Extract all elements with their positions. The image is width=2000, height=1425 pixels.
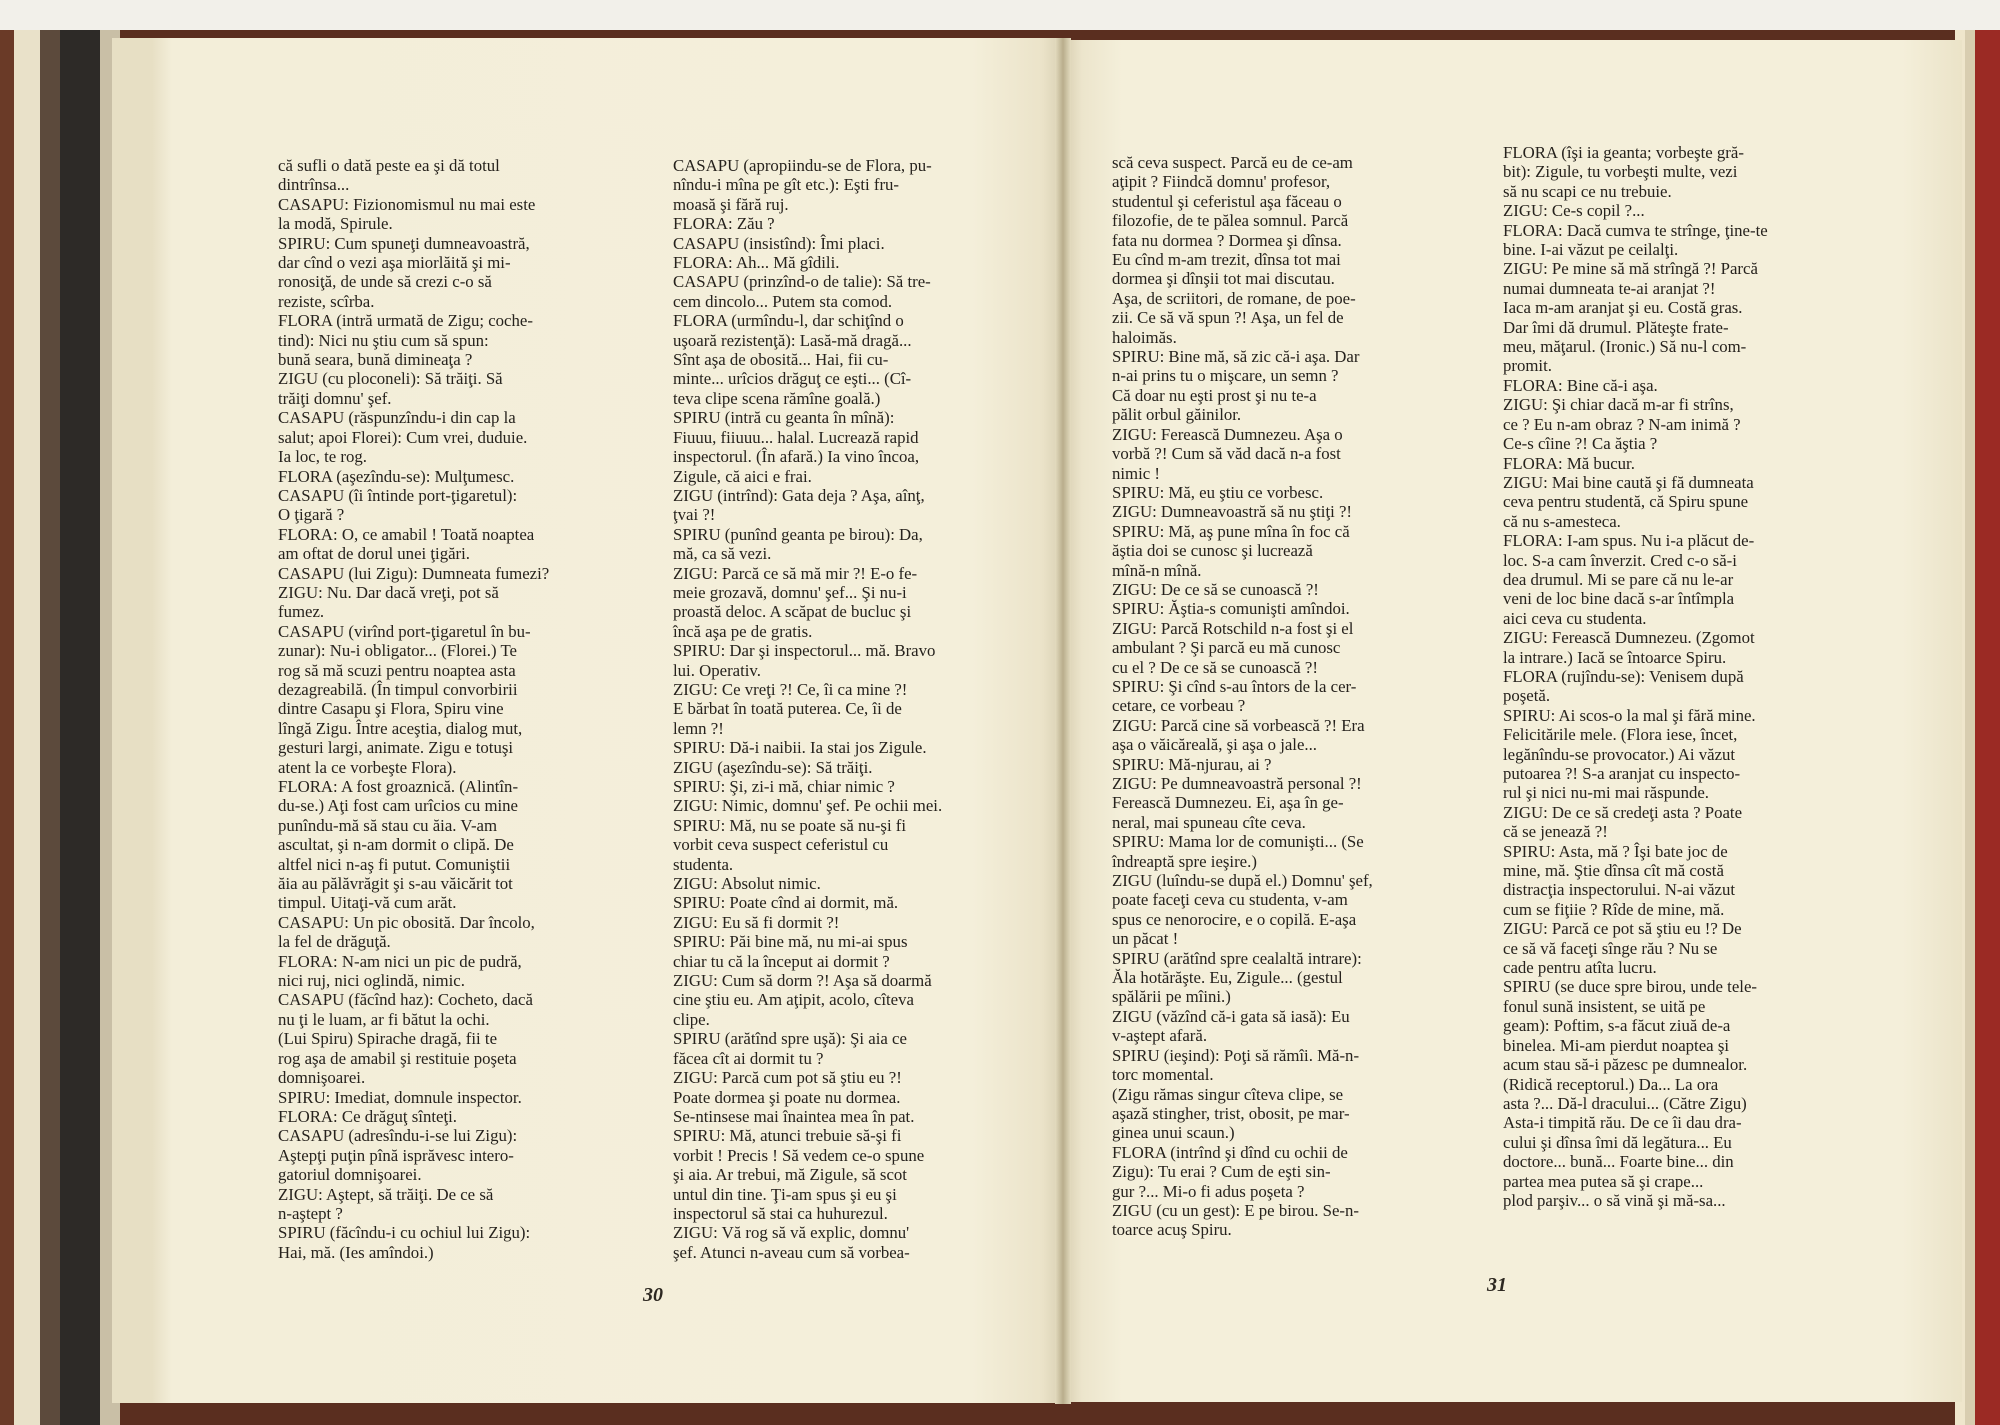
- text-line: nici ruj, nici oglindă, nimic.: [278, 971, 465, 991]
- text-line: ZIGU: Ce-s copil ?...: [1503, 201, 1645, 221]
- text-line: ZIGU: Pe mine să mă strîngă ?! Parcă: [1503, 259, 1758, 279]
- text-line: Fiuuu, fiiuuu... halal. Lucrează rapid: [673, 427, 919, 447]
- text-line: SPIRU: Cum spuneţi dumneavoastră,: [278, 233, 530, 253]
- text-line: SPIRU: Asta, mă ? Îşi bate joc de: [1503, 841, 1728, 861]
- text-line: CASAPU (răspunzîndu-i din cap la: [278, 408, 516, 428]
- text-line: la intrare.) Iacă se întoarce Spiru.: [1503, 647, 1727, 667]
- text-line: SPIRU: Mă, nu se poate să nu-şi fi: [673, 815, 907, 835]
- text-line: punîndu-mă să stau cu ăia. V-am: [278, 815, 498, 835]
- text-line: FLORA: Dacă cumva te strînge, ţine-te: [1503, 220, 1768, 240]
- text-line: altfel nici n-aş fi putut. Comuniştii: [278, 854, 511, 874]
- text-line: clipe.: [673, 1009, 710, 1029]
- text-line: dintrînsa...: [278, 175, 350, 195]
- text-line: pălit orbul găinilor.: [1112, 405, 1242, 425]
- text-line: gesturi largi, animate. Zigu e totuşi: [278, 738, 514, 758]
- text-line: SPIRU (ieşind): Poţi să rămîi. Mă-n-: [1112, 1045, 1360, 1065]
- text-line: SPIRU: Mă, eu ştiu ce vorbesc.: [1112, 482, 1324, 502]
- text-line: E bărbat în toată puterea. Ce, îi de: [673, 699, 902, 719]
- text-line: promit.: [1503, 356, 1552, 376]
- text-line: SPIRU: Păi bine mă, nu mi-ai spus: [673, 932, 908, 952]
- text-line: SPIRU (arătînd spre uşă): Şi aia ce: [673, 1029, 907, 1049]
- text-line: ţvai ?!: [673, 505, 716, 525]
- text-line: făcea cît ai dormit tu ?: [673, 1048, 824, 1068]
- text-line: ăia au pălăvrăgit şi s-au văicărit tot: [278, 874, 513, 894]
- text-line: partea mea putea să şi crape...: [1503, 1171, 1704, 1191]
- text-line: domnişoarei.: [278, 1068, 366, 1088]
- text-line: FLORA: Zău ?: [673, 214, 775, 234]
- text-line: ZIGU (cu un gest): E pe birou. Se-n-: [1112, 1200, 1359, 1220]
- text-line: ZIGU: Nimic, domnu' şef. Pe ochii mei.: [673, 796, 943, 816]
- text-line: ZIGU: Ferească Dumnezeu. Aşa o: [1112, 424, 1343, 444]
- text-line: O ţigară ?: [278, 505, 345, 525]
- text-line: vorbit ceva suspect ceferistul cu: [673, 835, 889, 855]
- text-line: CASAPU (prinzînd-o de talie): Să tre-: [673, 272, 931, 292]
- text-line: ăştia doi se cunosc şi lucrează: [1112, 541, 1313, 561]
- text-line: CASAPU (adresîndu-i-se lui Zigu):: [278, 1126, 518, 1146]
- text-column-4: [1503, 143, 1845, 1210]
- text-line: ZIGU: Dumneavoastră să nu ştiţi ?!: [1112, 502, 1353, 522]
- text-column-1: [278, 156, 618, 1262]
- text-line: FLORA: Ce drăguţ sînteţi.: [278, 1106, 457, 1126]
- text-line: dezagreabilă. (În timpul convorbirii: [278, 679, 518, 699]
- text-line: ce ? Eu n-am obraz ? N-am inimă ?: [1503, 414, 1741, 434]
- text-line: cine ştiu eu. Am aţipit, acolo, cîteva: [673, 990, 914, 1010]
- text-line: spălării pe mîini.): [1112, 987, 1231, 1007]
- text-line: dea drumul. Mi se pare că nu le-ar: [1503, 569, 1734, 589]
- text-line: ZIGU: De ce să se cunoască ?!: [1112, 579, 1319, 599]
- text-line: dar cînd o vezi aşa miorlăită şi mi-: [278, 253, 511, 273]
- text-line: un păcat !: [1112, 929, 1179, 949]
- text-line: mă, ca să vezi.: [673, 544, 772, 564]
- text-line: ZIGU: Eu să fi dormit ?!: [673, 912, 840, 932]
- text-line: FLORA: A fost groaznică. (Alintîn-: [278, 777, 519, 796]
- text-line: FLORA: Ah... Mă gîdili.: [673, 253, 840, 273]
- text-line: tind): Nici nu ştiu cum să spun:: [278, 330, 489, 350]
- text-line: FLORA (intrînd şi dînd cu ochii de: [1112, 1142, 1348, 1162]
- text-line: CASAPU: Fizionomismul nu mai este: [278, 194, 536, 214]
- background-strip: [0, 0, 2000, 30]
- text-line: Ăla hotărăşte. Eu, Zigule... (gestul: [1112, 968, 1343, 988]
- text-line: ZIGU: Nu. Dar dacă vreţi, pot să: [278, 582, 499, 602]
- text-line: CASAPU (virînd port-ţigaretul în bu-: [278, 621, 531, 641]
- text-line: cade pentru atîta lucru.: [1503, 958, 1657, 978]
- text-line: cului şi dînsa îmi dă legătura... Eu: [1503, 1132, 1732, 1152]
- text-line: să nu scapi ce nu trebuie.: [1503, 181, 1672, 201]
- text-line: filozofie, de te pălea somnul. Parcă: [1112, 211, 1349, 231]
- text-line: studentul şi ceferistul aşa făceau o: [1112, 191, 1342, 211]
- text-line: meu, măţarul. (Ironic.) Să nu-l com-: [1503, 337, 1747, 357]
- text-line: chiar tu că la început ai dormit ?: [673, 951, 890, 971]
- text-line: SPIRU: Şi cînd s-au întors de la cer-: [1112, 676, 1357, 696]
- text-line: Ia loc, te rog.: [278, 447, 367, 467]
- text-line: ZIGU: Vă rog să vă explic, domnu': [673, 1223, 910, 1243]
- text-line: FLORA (aşezîndu-se): Mulţumesc.: [278, 466, 515, 486]
- text-line: îndreaptă spre ieşire.): [1112, 851, 1257, 871]
- text-line: neral, mai spuneau cîte ceva.: [1112, 812, 1306, 832]
- text-line: bună seara, bună dimineaţa ?: [278, 350, 473, 370]
- text-line: SPIRU: Poate cînd ai dormit, mă.: [673, 893, 899, 913]
- text-line: studenta.: [673, 854, 734, 874]
- text-line: uşoară rezistenţă): Lasă-mă dragă...: [673, 330, 912, 350]
- text-line: Poate dormea şi poate nu dormea.: [673, 1087, 901, 1107]
- text-line: haloimăs.: [1112, 327, 1177, 347]
- text-line: poate faceţi ceva cu studenta, v-am: [1112, 890, 1348, 910]
- text-line: ZIGU: Ce vreţi ?! Ce, îi ca mine ?!: [673, 679, 908, 699]
- text-line: Ferească Dumnezeu. Ei, aşa în ge-: [1112, 793, 1344, 813]
- text-line: CASAPU (îi întinde port-ţigaretul):: [278, 485, 518, 505]
- text-line: Zigule, că aici e frai.: [673, 466, 812, 486]
- text-line: Iaca m-am aranjat şi eu. Costă gras.: [1503, 298, 1743, 318]
- text-line: SPIRU (se duce spre birou, unde tele-: [1503, 977, 1757, 997]
- text-line: Felicitările mele. (Flora iese, încet,: [1503, 725, 1738, 745]
- text-line: fumez.: [278, 602, 325, 622]
- text-line: SPIRU: Dă-i naibii. Ia stai jos Zigule.: [673, 738, 927, 758]
- text-line: (Lui Spiru) Spirache dragă, fii te: [278, 1029, 498, 1049]
- text-line: FLORA: I-am spus. Nu i-a plăcut de-: [1503, 531, 1755, 551]
- text-line: minte... urîcios drăguţ ce eşti... (Cî-: [673, 369, 912, 389]
- text-line: şef. Atunci n-aveau cum să vorbea-: [673, 1242, 910, 1262]
- text-line: că nu s-amesteca.: [1503, 511, 1621, 531]
- text-line: ginea unui scaun.): [1112, 1123, 1235, 1143]
- text-line: ZIGU: Parcă ce pot să ştiu eu !? De: [1503, 919, 1742, 939]
- text-line: FLORA: O, ce amabil ! Toată noaptea: [278, 524, 535, 544]
- text-line: ZIGU (cu ploconeli): Să trăiţi. Să: [278, 369, 503, 389]
- text-line: SPIRU: Mă, atunci trebuie să-şi fi: [673, 1126, 902, 1146]
- text-line: ZIGU (luîndu-se după el.) Domnu' şef,: [1112, 871, 1373, 891]
- text-line: ZIGU: Parcă cum pot să ştiu eu ?!: [673, 1068, 902, 1088]
- text-line: distracţia inspectorului. N-ai văzut: [1503, 880, 1736, 900]
- text-line: Asta-i timpită rău. De ce îi dau dra-: [1503, 1113, 1742, 1133]
- text-line: gatoriul domnişoarei.: [278, 1165, 422, 1185]
- text-line: FLORA: Bine că-i aşa.: [1503, 375, 1658, 395]
- text-line: n-aştept ?: [278, 1203, 343, 1223]
- text-line: moasă şi fără ruj.: [673, 194, 789, 214]
- text-line: ambulant ? Şi parcă eu mă cunosc: [1112, 638, 1341, 658]
- text-line: putoarea ?! S-a aranjat cu inspecto-: [1503, 764, 1741, 783]
- text-line: teva clipe scena rămîne goală.): [673, 388, 881, 408]
- text-line: nu ţi le luam, ar fi bătut la ochi.: [278, 1009, 490, 1029]
- text-line: untul din tine. Ţi-am spus şi eu şi: [673, 1184, 897, 1204]
- text-line: CASAPU (apropiindu-se de Flora, pu-: [673, 156, 932, 175]
- text-line: meie grozavă, domnu' şef... Şi nu-i: [673, 582, 907, 602]
- text-line: SPIRU: Ăştia-s comunişti amîndoi.: [1112, 599, 1350, 619]
- text-line: Zigu): Tu erai ? Cum de eşti sin-: [1112, 1162, 1331, 1182]
- book-gutter: [1055, 38, 1071, 1404]
- text-line: ronosiţă, de unde să crezi c-o să: [278, 272, 492, 292]
- text-line: ZIGU: Mai bine caută şi fă dumneata: [1503, 472, 1754, 492]
- text-line: ZIGU: Şi chiar dacă m-ar fi strîns,: [1503, 395, 1734, 415]
- text-line: FLORA: N-am nici un pic de pudră,: [278, 951, 522, 971]
- text-line: toarce acuş Spiru.: [1112, 1220, 1232, 1240]
- text-line: legănîndu-se provocator.) Ai văzut: [1503, 744, 1736, 764]
- text-line: scă ceva suspect. Parcă eu de ce-am: [1112, 153, 1353, 172]
- text-column-3: [1112, 153, 1458, 1240]
- text-line: aţipit ? Fiindcă domnu' profesor,: [1112, 172, 1331, 192]
- text-line: du-se.) Aţi fost cam urîcios cu mine: [278, 796, 519, 816]
- text-line: vorbă ?! Cum să văd dacă n-a fost: [1112, 444, 1341, 464]
- text-line: ZIGU (aşezîndu-se): Să trăiţi.: [673, 757, 873, 777]
- text-line: loc. S-a cam înverzit. Cred c-o să-i: [1503, 550, 1737, 570]
- text-line: fonul sună insistent, se uită pe: [1503, 996, 1706, 1016]
- text-line: zunar): Nu-i obligator... (Florei.) Te: [278, 641, 517, 661]
- text-line: dintre Casapu şi Flora, Spiru vine: [278, 699, 504, 719]
- text-line: ZIGU: Absolut nimic.: [673, 874, 821, 894]
- text-line: mînă-n mînă.: [1112, 560, 1202, 580]
- text-line: am oftat de dorul unei ţigări.: [278, 544, 470, 564]
- text-line: FLORA: Mă bucur.: [1503, 453, 1635, 473]
- page-number-left: 30: [643, 1284, 663, 1306]
- text-line: dormea şi dînşii tot mai discutau.: [1112, 269, 1335, 289]
- text-line: aşază stingher, trist, obosit, pe mar-: [1112, 1103, 1350, 1123]
- text-line: Ce-s cîine ?! Ca ăştia ?: [1503, 434, 1658, 454]
- book-cover-left: [0, 30, 120, 1425]
- text-line: FLORA (intră urmată de Zigu; coche-: [278, 311, 533, 331]
- text-line: n-ai prins tu o mişcare, un semn ?: [1112, 366, 1339, 386]
- text-line: trăiţi domnu' şef.: [278, 388, 392, 408]
- text-line: ZIGU (intrînd): Gata deja ? Aşa, aînţ,: [673, 485, 925, 505]
- text-line: doctore... bună... Foarte bine... din: [1503, 1152, 1734, 1172]
- text-line: torc momental.: [1112, 1065, 1214, 1085]
- text-line: v-aştept afară.: [1112, 1026, 1208, 1046]
- text-line: aşa o văicăreală, şi aşa o jale...: [1112, 735, 1317, 755]
- text-line: că se jenează ?!: [1503, 822, 1608, 842]
- text-line: poşetă.: [1503, 686, 1551, 706]
- text-line: ceva pentru studentă, că Spiru spune: [1503, 492, 1749, 512]
- text-line: inspectorul să stai ca huhurezul.: [673, 1203, 888, 1223]
- text-line: SPIRU: Mă, aş pune mîna în foc că: [1112, 521, 1350, 541]
- text-line: geam): Poftim, s-a făcut ziuă de-a: [1503, 1016, 1731, 1036]
- text-column-2: [673, 156, 1019, 1262]
- text-line: CASAPU (insistînd): Îmi placi.: [673, 233, 885, 253]
- text-line: spus ce nenorocire, e o copilă. E-aşa: [1112, 909, 1357, 929]
- text-line: ascultat, şi n-am dormit o clipă. De: [278, 835, 514, 855]
- text-line: bine. I-ai văzut pe ceilalţi.: [1503, 240, 1679, 260]
- text-line: SPIRU (punînd geanta pe birou): Da,: [673, 524, 923, 544]
- text-line: nimic !: [1112, 463, 1161, 483]
- text-line: ZIGU: Ferească Dumnezeu. (Zgomot: [1503, 628, 1755, 648]
- text-line: binelea. Mi-am pierdut noaptea şi: [1503, 1035, 1730, 1055]
- text-line: cetare, ce vorbeau ?: [1112, 696, 1246, 716]
- text-line: că sufli o dată peste ea şi dă totul: [278, 156, 500, 175]
- text-line: Aştepţi puţin pînă isprăvesc intero-: [278, 1145, 514, 1165]
- text-line: cem dincolo... Putem sta comod.: [673, 291, 893, 311]
- text-line: fata nu dormea ? Dormea şi dînsa.: [1112, 230, 1342, 250]
- text-line: FLORA (rujîndu-se): Venisem după: [1503, 666, 1744, 686]
- text-line: rul şi nici nu-mi mai răspunde.: [1503, 783, 1709, 803]
- text-line: FLORA (urmîndu-l, dar schiţînd o: [673, 311, 904, 331]
- text-line: CASAPU: Un pic obosită. Dar încolo,: [278, 912, 535, 932]
- text-line: ZIGU: Aştept, să trăiţi. De ce să: [278, 1184, 494, 1204]
- text-line: Se-ntinsese mai înaintea mea în pat.: [673, 1106, 915, 1126]
- text-line: ce să vă faceţi sînge rău ? Nu se: [1503, 938, 1718, 958]
- text-line: salut; apoi Florei): Cum vrei, duduie.: [278, 427, 528, 447]
- text-line: SPIRU (arătînd spre cealaltă intrare):: [1112, 948, 1362, 968]
- text-line: ZIGU: Pe dumneavoastră personal ?!: [1112, 774, 1362, 793]
- text-line: lemn ?!: [673, 718, 724, 738]
- text-line: (Ridică receptorul.) Da... La ora: [1503, 1074, 1719, 1094]
- text-line: acum stau să-i păzesc pe dumnealor.: [1503, 1055, 1748, 1075]
- text-line: şi aia. Ar trebui, mă Zigule, să scot: [673, 1165, 907, 1185]
- text-line: plod parşiv... o să vină şi mă-sa...: [1503, 1190, 1726, 1210]
- text-line: Eu cînd m-am trezit, dînsa tot mai: [1112, 250, 1341, 270]
- text-line: SPIRU: Şi, zi-i mă, chiar nimic ?: [673, 777, 895, 796]
- text-line: proastă deloc. A scăpat de bucluc şi: [673, 602, 912, 622]
- text-line: CASAPU (făcînd haz): Cocheto, dacă: [278, 990, 533, 1010]
- text-line: SPIRU: Mă-njurau, ai ?: [1112, 754, 1272, 774]
- text-line: SPIRU: Dar şi inspectorul... mă. Bravo: [673, 641, 936, 661]
- text-line: mine, mă. Ştie dînsa cît mă costă: [1503, 861, 1724, 881]
- text-line: zii. Ce să vă spun ?! Aşa, un fel de: [1112, 308, 1344, 328]
- text-line: veni de loc bine dacă s-ar întîmpla: [1503, 589, 1735, 609]
- text-line: Dar îmi dă drumul. Plăteşte frate-: [1503, 317, 1729, 337]
- text-line: numai dumneata te-ai aranjat ?!: [1503, 278, 1716, 298]
- text-line: încă aşa pe de gratis.: [673, 621, 813, 641]
- text-line: Că doar nu eşti prost şi nu te-a: [1112, 385, 1317, 405]
- text-line: ZIGU: De ce să credeţi asta ? Poate: [1503, 802, 1743, 822]
- text-line: Sînt aşa de obosită... Hai, fii cu-: [673, 350, 889, 370]
- text-line: CASAPU (lui Zigu): Dumneata fumezi?: [278, 563, 550, 583]
- text-line: rog aşa de amabil şi restituie poşeta: [278, 1048, 517, 1068]
- text-line: cu el ? De ce să se cunoască ?!: [1112, 657, 1318, 677]
- text-line: reziste, scîrba.: [278, 291, 375, 311]
- text-line: FLORA (îşi ia geanta; vorbeşte gră-: [1503, 143, 1744, 162]
- text-line: ZIGU: Parcă Rotschild n-a fost şi el: [1112, 618, 1354, 638]
- text-line: SPIRU: Ai scos-o la mal şi fără mine.: [1503, 705, 1756, 725]
- text-line: rog să mă scuzi pentru noaptea asta: [278, 660, 516, 680]
- text-line: ZIGU: Cum să dorm ?! Aşa să doarmă: [673, 971, 932, 991]
- text-line: cum se fiţiie ? Rîde de mine, mă.: [1503, 899, 1725, 919]
- text-line: SPIRU (intră cu geanta în mînă):: [673, 408, 895, 428]
- text-line: vorbit ! Precis ! Să vedem ce-o spune: [673, 1145, 925, 1165]
- text-line: inspectorul. (În afară.) Ia vino încoa,: [673, 447, 920, 467]
- text-line: bit): Zigule, tu vorbeşti multe, vezi: [1503, 162, 1738, 182]
- text-line: nîndu-i mîna pe gît etc.): Eşti fru-: [673, 175, 900, 195]
- page-number-right: 31: [1487, 1274, 1507, 1296]
- text-line: atent la ce vorbeşte Flora).: [278, 757, 457, 777]
- text-line: Hai, mă. (Ies amîndoi.): [278, 1242, 434, 1262]
- text-line: ZIGU: Parcă ce să mă mir ?! E-o fe-: [673, 563, 918, 583]
- text-line: lui. Operativ.: [673, 660, 761, 680]
- text-line: SPIRU (făcîndu-i cu ochiul lui Zigu):: [278, 1223, 531, 1243]
- text-line: la modă, Spirule.: [278, 214, 393, 234]
- text-line: asta ?... Dă-l dracului... (Către Zigu): [1503, 1093, 1747, 1113]
- text-line: ZIGU: Parcă cine să vorbească ?! Era: [1112, 715, 1365, 735]
- text-line: Aşa, de scriitori, de romane, de poe-: [1112, 288, 1356, 308]
- text-line: aici ceva cu studenta.: [1503, 608, 1647, 628]
- text-line: SPIRU: Bine mă, să zic că-i aşa. Dar: [1112, 347, 1360, 367]
- text-line: gur ?... Mi-o fi adus poşeta ?: [1112, 1181, 1305, 1201]
- text-line: timpul. Uitaţi-vă cum arăt.: [278, 893, 457, 913]
- text-line: lîngă Zigu. Între aceştia, dialog mut,: [278, 718, 523, 738]
- text-line: SPIRU: Imediat, domnule inspector.: [278, 1087, 522, 1107]
- text-line: SPIRU: Mama lor de comunişti... (Se: [1112, 832, 1364, 852]
- text-line: la fel de drăguţă.: [278, 932, 391, 952]
- text-line: (Zigu rămas singur cîteva clipe, se: [1112, 1084, 1344, 1104]
- text-line: ZIGU (văzînd că-i gata să iasă): Eu: [1112, 1006, 1350, 1026]
